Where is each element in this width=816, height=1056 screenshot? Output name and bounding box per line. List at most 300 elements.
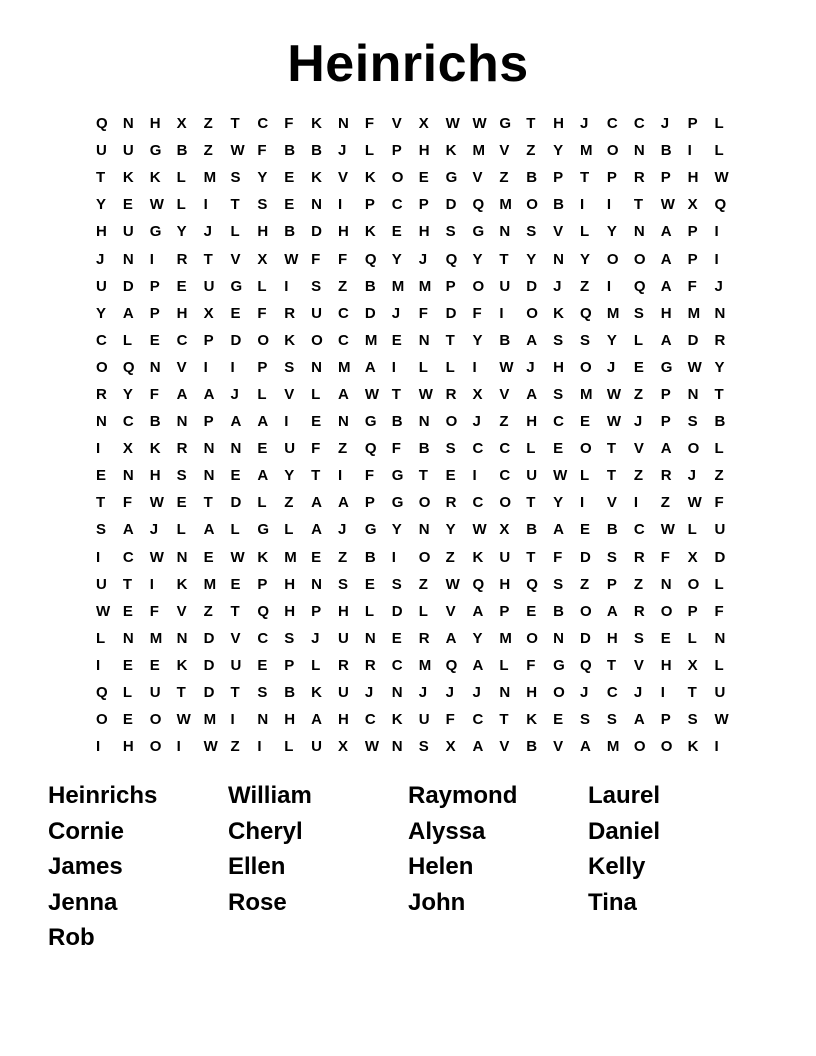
grid-letter: O [633, 738, 646, 756]
grid-letter: Y [580, 250, 591, 268]
grid-letter: G [553, 656, 565, 674]
grid-letter: O [257, 331, 270, 349]
grid-letter: U [338, 684, 349, 702]
grid-letter: P [364, 196, 375, 214]
grid-letter: Y [257, 169, 268, 187]
grid-letter: A [580, 738, 591, 756]
grid-letter: R [96, 385, 107, 403]
grid-letter: F [284, 115, 294, 133]
grid-letter: X [445, 738, 456, 756]
grid-letter: C [96, 331, 107, 349]
grid-letter: N [660, 575, 672, 593]
grid-letter: E [553, 440, 564, 458]
grid-letter: T [606, 467, 617, 485]
grid-letter: N [714, 629, 726, 647]
grid-letter: E [96, 467, 107, 485]
grid-letter: N [122, 467, 134, 485]
grid-letter: W [606, 385, 622, 403]
grid-letter: Z [230, 738, 240, 756]
grid-letter: T [499, 250, 509, 268]
grid-letter: L [714, 440, 724, 458]
grid-row [96, 408, 726, 435]
grid-letter: K [311, 115, 322, 133]
grid-letter: Q [580, 304, 592, 322]
grid-letter: H [660, 656, 672, 674]
grid-letter: O [96, 358, 108, 376]
grid-letter: N [176, 548, 188, 566]
grid-letter: E [391, 331, 402, 349]
grid-letter: Q [96, 115, 108, 133]
grid-letter: S [257, 196, 268, 214]
grid-letter: H [338, 711, 349, 729]
grid-letter: S [687, 413, 698, 431]
grid-letter: Z [203, 115, 213, 133]
grid-letter: F [714, 494, 724, 512]
grid-letter: L [257, 385, 267, 403]
grid-row [96, 300, 726, 327]
grid-letter: C [391, 196, 403, 214]
grid-letter: I [606, 277, 612, 295]
grid-letter: Y [96, 304, 107, 322]
word-list-item: William [228, 782, 312, 809]
word-list-item: Helen [408, 853, 474, 880]
grid-letter: L [445, 358, 455, 376]
grid-letter: L [418, 358, 428, 376]
grid-letter: L [580, 223, 590, 241]
grid-letter: L [96, 629, 106, 647]
grid-letter: R [633, 548, 645, 566]
grid-letter: L [687, 521, 697, 539]
grid-letter: L [499, 656, 509, 674]
grid-letter: F [122, 494, 133, 512]
grid-letter: I [391, 548, 396, 566]
grid-letter: W [149, 494, 164, 512]
grid-letter: Q [96, 684, 108, 702]
grid-letter: G [391, 494, 404, 512]
grid-letter: I [714, 223, 719, 241]
grid-letter: D [580, 629, 591, 647]
grid-letter: Z [203, 602, 213, 620]
grid-letter: A [472, 602, 484, 620]
grid-row [96, 273, 726, 300]
grid-letter: D [391, 602, 403, 620]
grid-letter: N [687, 385, 699, 403]
grid-letter: V [230, 250, 241, 268]
grid-letter: P [660, 711, 671, 729]
grid-letter: A [203, 521, 215, 539]
grid-letter: I [96, 440, 101, 458]
grid-letter: B [284, 684, 296, 702]
grid-letter: C [553, 413, 564, 431]
grid-letter: K [391, 711, 403, 729]
grid-letter: N [499, 684, 511, 702]
grid-row [96, 191, 726, 218]
grid-letter: A [364, 358, 376, 376]
grid-letter: K [445, 142, 457, 160]
word-list-item: Rose [228, 888, 287, 916]
grid-letter: E [364, 575, 375, 593]
grid-letter: F [391, 440, 401, 458]
grid-letter: U [203, 277, 215, 295]
grid-letter: X [687, 548, 698, 566]
grid-row [96, 164, 729, 191]
grid-letter: E [176, 494, 187, 512]
grid-letter: K [149, 440, 161, 458]
grid-letter: A [660, 250, 672, 268]
grid-letter: B [284, 142, 296, 160]
grid-letter: R [633, 602, 645, 620]
grid-letter: L [176, 196, 186, 214]
grid-letter: E [149, 656, 160, 674]
grid-letter: J [580, 115, 589, 133]
grid-letter: E [230, 575, 241, 593]
grid-letter: O [553, 684, 565, 702]
grid-letter: O [687, 440, 700, 458]
grid-letter: E [580, 413, 591, 431]
grid-row [96, 516, 726, 543]
grid-letter: X [687, 656, 698, 674]
grid-letter: N [122, 250, 134, 268]
grid-letter: N [311, 358, 322, 376]
grid-letter: E [230, 467, 241, 485]
grid-letter: D [714, 548, 726, 566]
grid-letter: J [660, 115, 670, 133]
grid-letter: T [445, 331, 455, 349]
grid-letter: Z [284, 494, 294, 512]
grid-letter: Z [338, 277, 348, 295]
word-list-item: Jenna [48, 888, 118, 916]
grid-letter: K [472, 548, 484, 566]
grid-letter: M [391, 277, 405, 295]
grid-letter: T [230, 602, 240, 620]
grid-letter: P [257, 358, 268, 376]
grid-letter: C [633, 521, 645, 539]
grid-letter: O [445, 413, 458, 431]
grid-letter: N [203, 467, 215, 485]
grid-letter: W [149, 196, 164, 214]
grid-letter: T [203, 250, 213, 268]
grid-letter: D [311, 223, 322, 241]
grid-letter: I [176, 738, 181, 756]
grid-letter: Z [580, 277, 590, 295]
grid-letter: U [122, 223, 134, 241]
grid-letter: O [606, 250, 619, 268]
grid-letter: G [230, 277, 243, 295]
grid-letter: U [230, 656, 242, 674]
word-list-item: Laurel [588, 782, 661, 809]
grid-letter: U [526, 467, 538, 485]
grid-letter: O [149, 738, 162, 756]
grid-letter: J [445, 684, 454, 702]
grid-letter: R [176, 250, 188, 268]
grid-letter: P [687, 115, 698, 133]
grid-letter: J [364, 684, 374, 702]
grid-letter: G [364, 413, 377, 431]
grid-letter: S [284, 358, 295, 376]
grid-letter: W [553, 467, 568, 485]
grid-letter: E [284, 196, 295, 214]
grid-letter: J [391, 304, 401, 322]
grid-letter: L [580, 467, 590, 485]
grid-letter: J [418, 250, 428, 268]
grid-letter: W [96, 602, 111, 620]
grid-letter: U [311, 304, 322, 322]
grid-letter: J [230, 385, 239, 403]
grid-letter: T [176, 684, 186, 702]
grid-letter: L [714, 115, 724, 133]
grid-letter: J [96, 250, 105, 268]
grid-letter: J [472, 413, 481, 431]
grid-letter: F [257, 304, 267, 322]
grid-letter: W [714, 169, 729, 187]
grid-row [96, 652, 726, 679]
grid-letter: Z [526, 142, 536, 160]
grid-letter: P [364, 494, 375, 512]
grid-letter: M [580, 142, 593, 160]
grid-letter: L [176, 169, 186, 187]
grid-letter: M [149, 629, 163, 647]
grid-letter: A [660, 331, 672, 349]
grid-letter: N [418, 413, 430, 431]
grid-letter: Q [472, 196, 485, 214]
grid-letter: W [445, 575, 460, 593]
grid-letter: B [526, 738, 538, 756]
grid-letter: N [176, 413, 188, 431]
word-list-item: Cornie [48, 817, 125, 845]
grid-letter: L [257, 277, 267, 295]
grid-letter: A [445, 629, 457, 647]
grid-letter: T [606, 440, 617, 458]
grid-letter: U [149, 684, 161, 702]
grid-letter: J [149, 521, 159, 539]
grid-letter: A [122, 521, 134, 539]
grid-letter: L [526, 440, 536, 458]
grid-letter: N [633, 142, 645, 160]
grid-letter: W [364, 738, 380, 756]
grid-row [96, 354, 726, 381]
grid-letter: X [418, 115, 429, 133]
grid-letter: N [418, 521, 430, 539]
grid-letter: R [445, 494, 457, 512]
grid-letter: C [176, 331, 188, 349]
grid-letter: A [526, 331, 538, 349]
grid-letter: C [122, 413, 134, 431]
grid-letter: I [284, 277, 289, 295]
grid-letter: E [391, 629, 402, 647]
grid-letter: I [338, 467, 343, 485]
grid-letter: E [391, 223, 402, 241]
grid-row [96, 110, 726, 137]
grid-letter: B [176, 142, 188, 160]
grid-letter: N [553, 250, 564, 268]
grid-letter: O [526, 304, 538, 322]
grid-letter: B [526, 521, 538, 539]
grid-letter: C [338, 304, 349, 322]
grid-letter: Q [580, 656, 592, 674]
grid-letter: V [553, 738, 564, 756]
grid-letter: V [284, 385, 295, 403]
grid-letter: J [472, 684, 481, 702]
grid-letter: B [526, 169, 538, 187]
grid-letter: P [687, 223, 698, 241]
grid-letter: H [499, 575, 511, 593]
grid-letter: C [472, 494, 484, 512]
grid-letter: A [257, 467, 269, 485]
grid-letter: U [122, 142, 134, 160]
grid-letter: M [284, 548, 297, 566]
grid-letter: Q [472, 575, 485, 593]
grid-letter: F [553, 548, 563, 566]
grid-letter: S [391, 575, 402, 593]
grid-letter: R [284, 304, 296, 322]
grid-letter: Z [338, 440, 348, 458]
grid-letter: Z [714, 467, 724, 485]
grid-letter: E [122, 711, 133, 729]
grid-letter: X [499, 521, 510, 539]
grid-letter: I [338, 196, 343, 214]
grid-letter: O [96, 711, 108, 729]
grid-letter: Z [499, 413, 509, 431]
grid-row [96, 218, 726, 245]
grid-letter: N [418, 331, 430, 349]
grid-letter: P [149, 277, 160, 295]
grid-letter: W [499, 358, 514, 376]
grid-letter: U [499, 277, 511, 295]
grid-letter: V [633, 440, 644, 458]
grid-letter: D [445, 304, 457, 322]
grid-letter: W [660, 521, 675, 539]
grid-letter: H [687, 169, 699, 187]
grid-letter: Q [633, 277, 646, 295]
grid-letter: I [230, 711, 235, 729]
grid-letter: D [687, 331, 699, 349]
grid-letter: S [230, 169, 241, 187]
grid-letter: Q [364, 440, 377, 458]
grid-letter: A [257, 413, 269, 431]
grid-letter: I [633, 494, 638, 512]
grid-letter: A [472, 738, 484, 756]
grid-letter: H [526, 684, 538, 702]
grid-letter: H [149, 467, 161, 485]
grid-row [96, 706, 729, 733]
grid-letter: N [499, 223, 511, 241]
grid-letter: L [364, 142, 375, 160]
grid-letter: E [176, 277, 187, 295]
grid-letter: J [606, 358, 616, 376]
grid-letter: D [580, 548, 591, 566]
grid-letter: M [472, 142, 485, 160]
grid-letter: T [311, 467, 321, 485]
grid-letter: W [660, 196, 675, 214]
grid-letter: U [499, 548, 511, 566]
grid-letter: F [338, 250, 348, 268]
grid-letter: E [418, 169, 429, 187]
grid-row [96, 679, 726, 706]
grid-letter: X [257, 250, 268, 268]
grid-letter: G [660, 358, 673, 376]
grid-letter: W [687, 358, 702, 376]
grid-letter: Z [499, 169, 509, 187]
grid-letter: D [364, 304, 376, 322]
grid-letter: L [176, 521, 186, 539]
grid-letter: E [660, 629, 671, 647]
grid-letter: H [553, 358, 564, 376]
grid-letter: Q [526, 575, 538, 593]
grid-letter: F [660, 548, 670, 566]
grid-letter: I [230, 358, 235, 376]
grid-letter: Q [257, 602, 270, 620]
grid-letter: V [230, 629, 241, 647]
grid-letter: L [230, 223, 240, 241]
grid-letter: A [660, 440, 672, 458]
word-list-item: Daniel [588, 817, 661, 845]
grid-letter: A [311, 494, 322, 512]
grid-letter: Q [364, 250, 377, 268]
grid-letter: A [122, 304, 134, 322]
grid-letter: R [364, 656, 376, 674]
grid-letter: S [606, 548, 617, 566]
grid-letter: O [526, 196, 538, 214]
grid-letter: P [149, 304, 160, 322]
grid-letter: W [472, 521, 487, 539]
grid-letter: U [311, 738, 322, 756]
grid-letter: M [418, 277, 432, 295]
grid-letter: M [203, 711, 217, 729]
grid-letter: R [445, 385, 457, 403]
grid-letter: D [445, 196, 457, 214]
grid-letter: F [687, 277, 697, 295]
grid-letter: P [311, 602, 322, 620]
grid-letter: A [203, 385, 215, 403]
grid-letter: O [391, 169, 404, 187]
grid-letter: J [553, 277, 562, 295]
grid-letter: B [660, 142, 672, 160]
grid-letter: W [445, 115, 460, 133]
grid-letter: W [230, 548, 245, 566]
grid-letter: L [311, 385, 321, 403]
grid-letter: I [714, 738, 719, 756]
grid-letter: G [149, 223, 162, 241]
grid-letter: J [338, 521, 347, 539]
grid-row [96, 489, 726, 516]
grid-letter: C [257, 629, 269, 647]
word-list-item: James [48, 853, 123, 880]
grid-letter: L [257, 494, 267, 512]
grid-row [96, 137, 726, 164]
grid-letter: F [149, 385, 159, 403]
grid-letter: Q [445, 656, 458, 674]
grid-letter: J [687, 467, 696, 485]
grid-letter: C [257, 115, 269, 133]
grid-letter: T [526, 115, 536, 133]
grid-row [96, 327, 726, 354]
grid-letter: N [714, 304, 726, 322]
grid-letter: S [257, 684, 268, 702]
grid-letter: T [580, 169, 590, 187]
grid-letter: O [606, 142, 619, 160]
grid-letter: P [606, 169, 617, 187]
grid-letter: U [96, 142, 107, 160]
grid-letter: A [311, 711, 322, 729]
grid-letter: K [364, 223, 376, 241]
grid-letter: M [338, 358, 351, 376]
grid-letter: M [203, 169, 217, 187]
grid-row [96, 625, 726, 652]
grid-letter: I [499, 304, 504, 322]
grid-letter: X [338, 738, 349, 756]
word-list-item: Cheryl [228, 817, 303, 845]
grid-letter: Q [445, 250, 458, 268]
